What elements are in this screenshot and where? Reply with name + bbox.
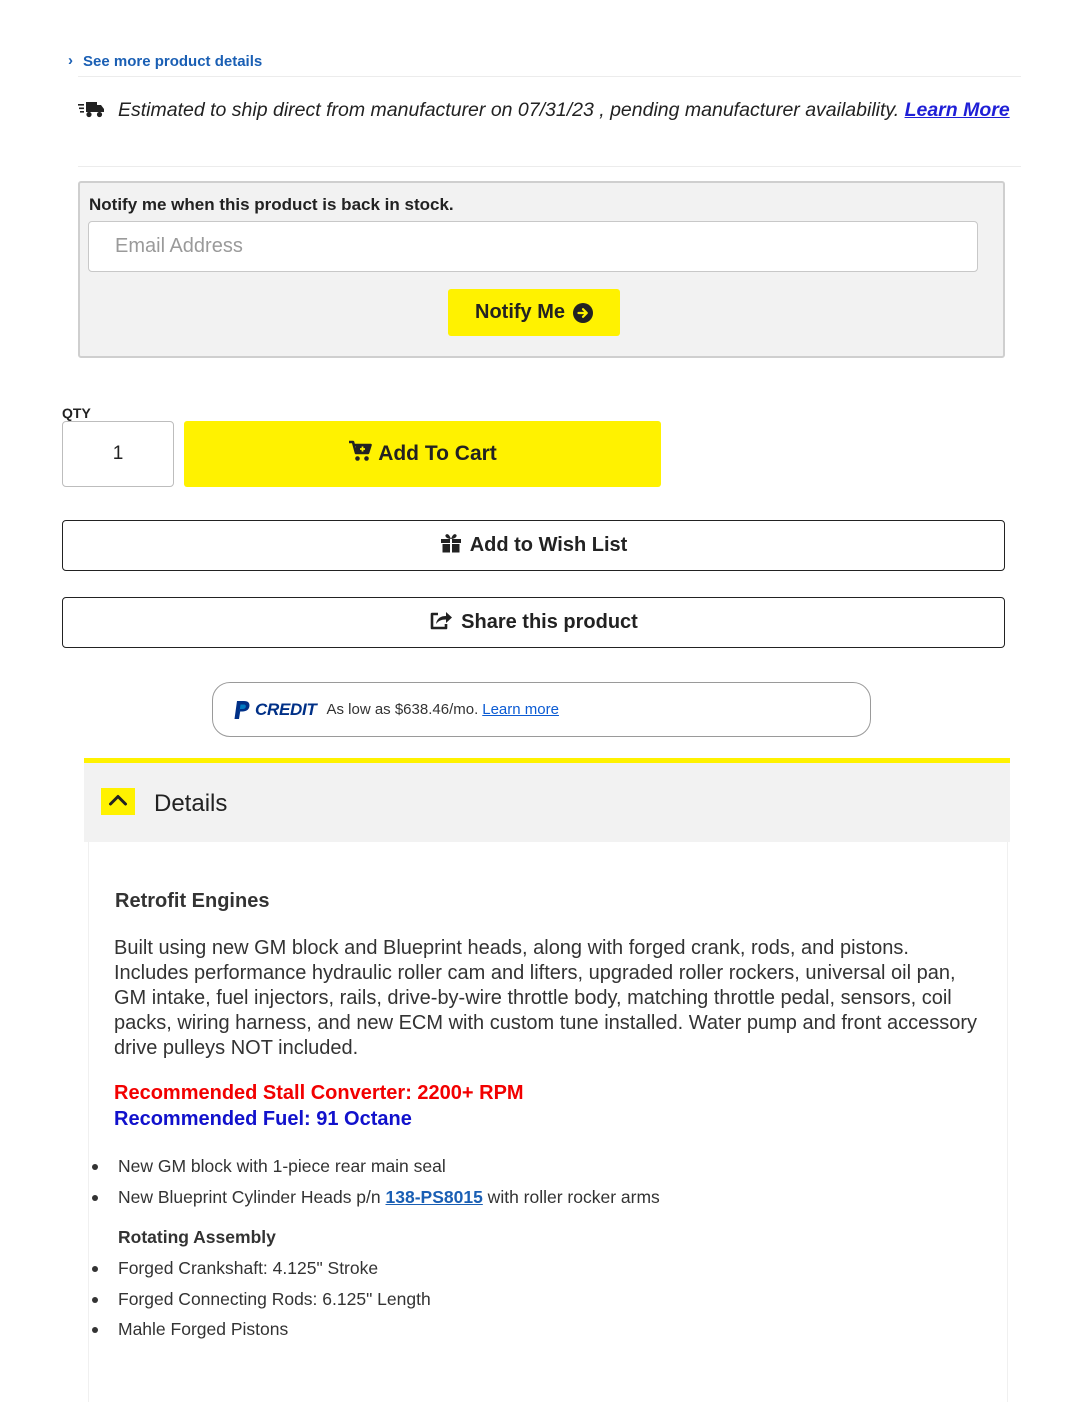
list-item-text-pre: New Blueprint Cylinder Heads p/n (118, 1187, 386, 1207)
share-icon (429, 610, 453, 636)
list-item-text: Forged Crankshaft: 4.125" Stroke (118, 1258, 379, 1278)
bullet-dot (92, 1297, 98, 1303)
quantity-input[interactable] (62, 421, 174, 487)
part-number-link[interactable]: 138-PS8015 (385, 1187, 483, 1207)
paypal-credit-text: CREDIT (255, 699, 317, 719)
details-title: Details (154, 790, 228, 817)
see-more-details-link[interactable] (68, 52, 262, 70)
cart-icon (348, 440, 372, 468)
credit-learn-more-link[interactable]: Learn more (482, 701, 559, 718)
paypal-credit-banner (212, 682, 871, 737)
add-to-cart-button[interactable] (184, 421, 661, 487)
share-product-button[interactable] (62, 597, 1005, 648)
details-heading: Retrofit Engines (115, 890, 270, 912)
rotating-assembly-heading: Rotating Assembly (118, 1227, 276, 1247)
notify-title: Notify me when this product is back in stock. (89, 195, 454, 214)
notify-me-button[interactable] (448, 289, 620, 336)
shipping-estimate-text: Estimated to ship direct from manufacturer on 07/31/23 , pending manufacturer availability. (118, 99, 900, 121)
paypal-credit-logo (233, 700, 316, 720)
bullet-dot (92, 1164, 98, 1170)
notify-me-label: Notify Me (475, 301, 565, 323)
recommended-stall-converter: Recommended Stall Converter: 2200+ RPM (114, 1082, 524, 1104)
list-item-text (118, 1187, 660, 1208)
share-product-label: Share this product (461, 611, 638, 633)
details-collapse-toggle[interactable] (101, 788, 135, 815)
add-to-cart-label: Add To Cart (378, 442, 497, 465)
recommended-fuel: Recommended Fuel: 91 Octane (114, 1108, 412, 1130)
bullet-dot (92, 1327, 98, 1333)
list-item-text: Forged Connecting Rods: 6.125" Length (118, 1289, 431, 1309)
see-more-details-label: See more product details (83, 52, 263, 70)
list-item (92, 1258, 378, 1279)
list-item-text: New GM block with 1-piece rear main seal (118, 1156, 446, 1176)
paypal-icon (233, 700, 251, 720)
add-to-wish-list-label: Add to Wish List (469, 534, 628, 556)
list-item (92, 1187, 660, 1208)
qty-label: QTY (62, 405, 91, 421)
add-to-wish-list-button[interactable] (62, 520, 1005, 571)
email-address-field[interactable] (88, 221, 978, 272)
chevron-right-icon: › (68, 52, 73, 69)
bullet-dot (92, 1266, 98, 1272)
list-item (92, 1319, 288, 1340)
divider (78, 166, 1021, 167)
details-description: Built using new GM block and Blueprint heads, along with forged crank, rods, and pistons. Includes performance hydraulic roller cam and lifters, upgraded roller rockers, universal oil pan, GM intake, fuel injectors, rails, drive-by-wire throttle body, matching throttle pedal, sensors, coil packs, wiring harness, and new ECM with custom tune installed. Water pump and front accessory drive pulleys NOT included. (114, 937, 977, 1059)
learn-more-shipping-link[interactable]: Learn More (904, 99, 1010, 121)
gift-icon (440, 533, 462, 559)
list-item (92, 1289, 431, 1310)
shipping-estimate (78, 98, 1013, 126)
list-item (92, 1156, 446, 1177)
list-item-text: Mahle Forged Pistons (118, 1319, 289, 1339)
divider (78, 76, 1021, 77)
back-in-stock-notify-box (78, 181, 1005, 358)
list-item-text-post: with roller rocker arms (482, 1187, 660, 1207)
fast-shipping-truck-icon (78, 99, 104, 126)
chevron-up-icon (108, 793, 128, 811)
credit-monthly-message: As low as $638.46/mo. (326, 701, 479, 718)
arrow-circle-right-icon (573, 303, 593, 323)
bullet-dot (92, 1195, 98, 1201)
